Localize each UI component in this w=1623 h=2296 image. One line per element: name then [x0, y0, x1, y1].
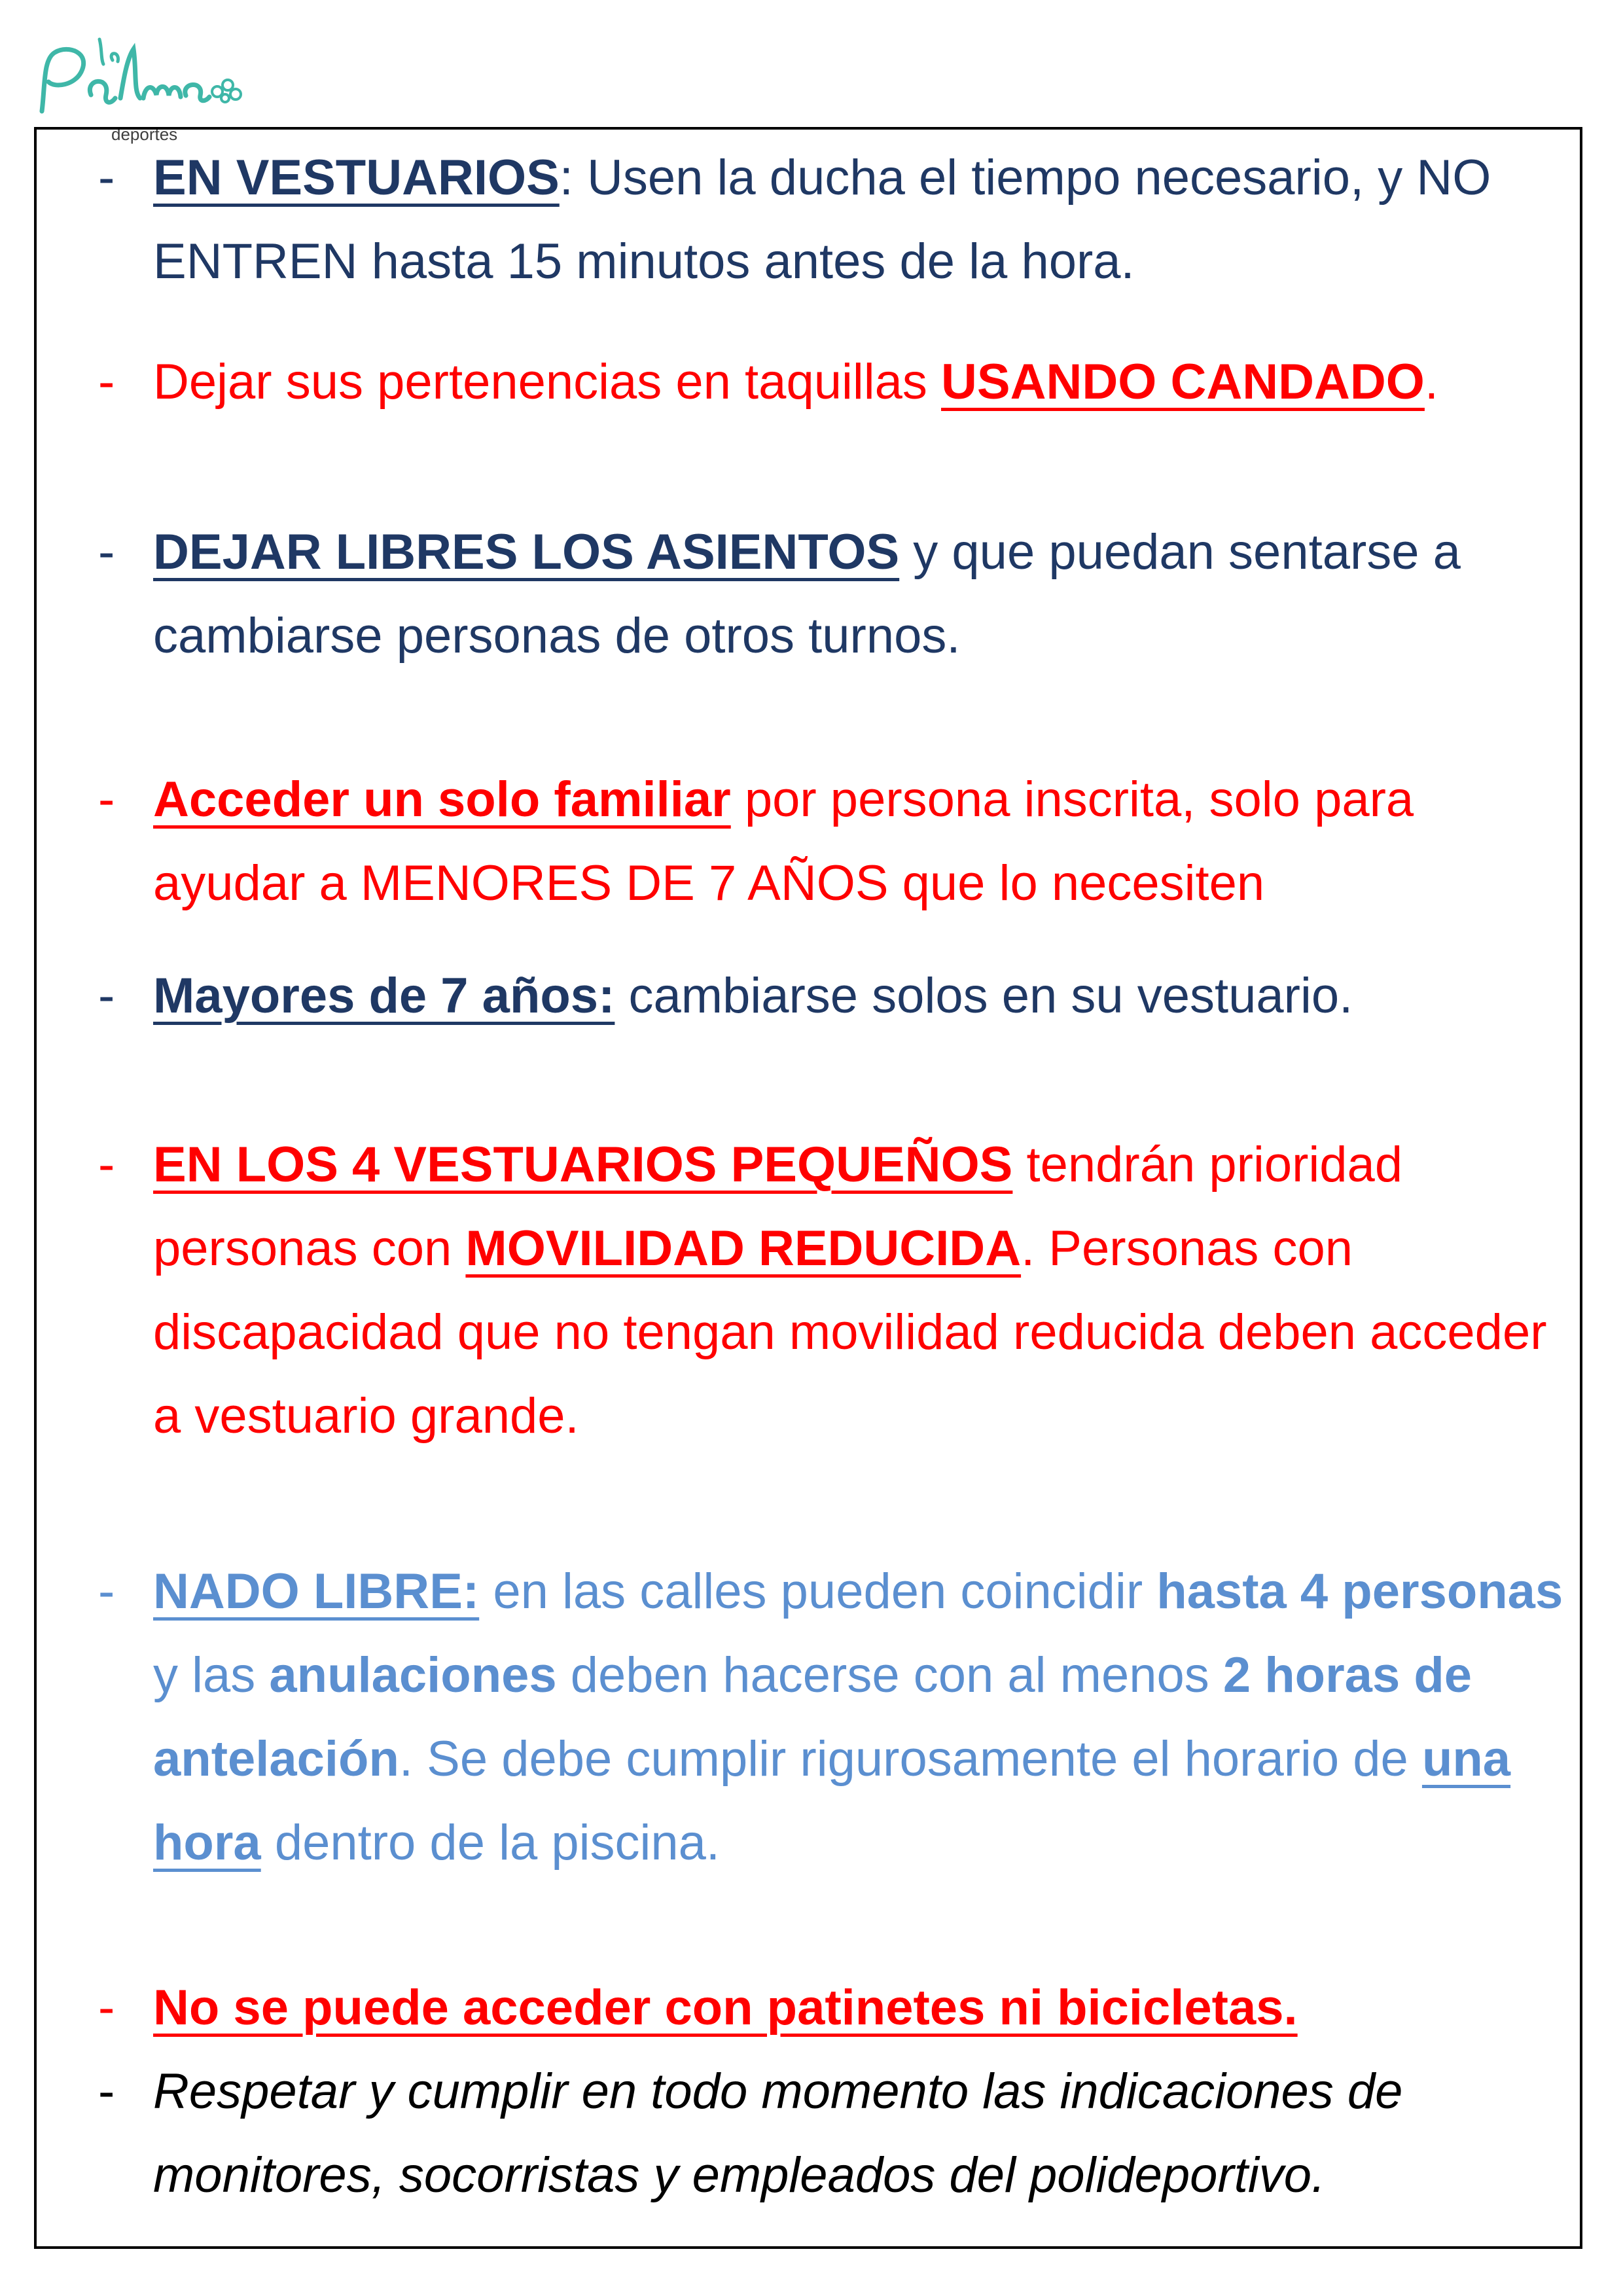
- rule-emphasis: USANDO CANDADO: [941, 354, 1425, 410]
- bullet-dash: -: [98, 968, 115, 1024]
- bullet-dash: -: [98, 1564, 115, 1619]
- rule-text: cambiarse solos en su vestuario.: [615, 968, 1353, 1024]
- rule-heading: NADO LIBRE:: [153, 1564, 480, 1619]
- bullet-dash: -: [98, 1137, 115, 1193]
- rule-heading: No se puede acceder con patinetes ni bicicletas.: [153, 1980, 1298, 2036]
- rule-item-mayores: [98, 954, 1571, 1038]
- rule-text: por persona inscrita, solo para ayudar a MENORES DE 7 AÑOS que lo necesiten: [153, 772, 1414, 911]
- rule-item-asientos: [98, 511, 1571, 678]
- bullet-dash: -: [98, 354, 115, 410]
- rule-item-vestuarios: [98, 136, 1571, 304]
- bullet-dash: -: [98, 524, 115, 580]
- rule-text-end: dentro de la piscina.: [260, 1815, 721, 1871]
- rule-item-patinetes: [98, 1966, 1571, 2050]
- rule-item-taquillas: [98, 340, 1571, 424]
- rule-heading: EN VESTUARIOS: [153, 150, 560, 206]
- rule-text: y las: [153, 1647, 270, 1703]
- rule-heading: Acceder un solo familiar: [153, 772, 731, 827]
- bullet-dash: -: [98, 150, 115, 206]
- rule-text: Dejar sus pertenencias en taquillas: [153, 354, 942, 410]
- rule-text: : Usen la ducha el tiempo necesario, y NO ENTREN hasta 15 minutos antes de la hora.: [153, 150, 1491, 289]
- bullet-dash: -: [98, 1980, 115, 2036]
- rule-text-end: .: [1424, 354, 1439, 410]
- rule-item-vestuarios-pequenos: [98, 1123, 1571, 1458]
- rule-heading: Mayores de 7 años:: [153, 968, 615, 1024]
- rule-emphasis: anulaciones: [269, 1647, 557, 1703]
- rule-text: . Se debe cumplir rigurosamente el horario de: [399, 1731, 1422, 1787]
- rule-item-familiar: [98, 758, 1571, 925]
- rule-emphasis: 2 horas de antelación: [153, 1647, 1472, 1787]
- rule-text: y que puedan sentarse a cambiarse personas de otros turnos.: [153, 524, 1461, 664]
- rule-item-nado-libre: [98, 1550, 1571, 1885]
- bullet-dash: -: [98, 772, 115, 827]
- rule-text: tendrán prioridad personas con: [153, 1137, 1403, 1276]
- rule-text: deben hacerse con al menos: [556, 1647, 1223, 1703]
- rule-item-respetar: [98, 2050, 1571, 2217]
- rule-text-end: . Personas con discapacidad que no tengan movilidad reducida deben acceder a vestuario grande.: [153, 1221, 1547, 1444]
- rule-emphasis: hasta 4 personas: [1156, 1564, 1563, 1619]
- rule-emphasis: MOVILIDAD REDUCIDA: [465, 1221, 1022, 1276]
- la-palma-logo-mark: [29, 33, 245, 131]
- rule-emphasis: una hora: [153, 1731, 1511, 1871]
- rule-text: Respetar y cumplir en todo momento las indicaciones de monitores, socorristas y empleados del polideportivo.: [153, 2064, 1403, 2203]
- logo-subtitle: deportes: [111, 124, 178, 144]
- bullet-dash: -: [98, 2064, 115, 2119]
- rule-heading: DEJAR LIBRES LOS ASIENTOS: [153, 524, 900, 580]
- rule-text: en las calles pueden coincidir: [479, 1564, 1157, 1619]
- rule-heading: EN LOS 4 VESTUARIOS PEQUEÑOS: [153, 1137, 1013, 1193]
